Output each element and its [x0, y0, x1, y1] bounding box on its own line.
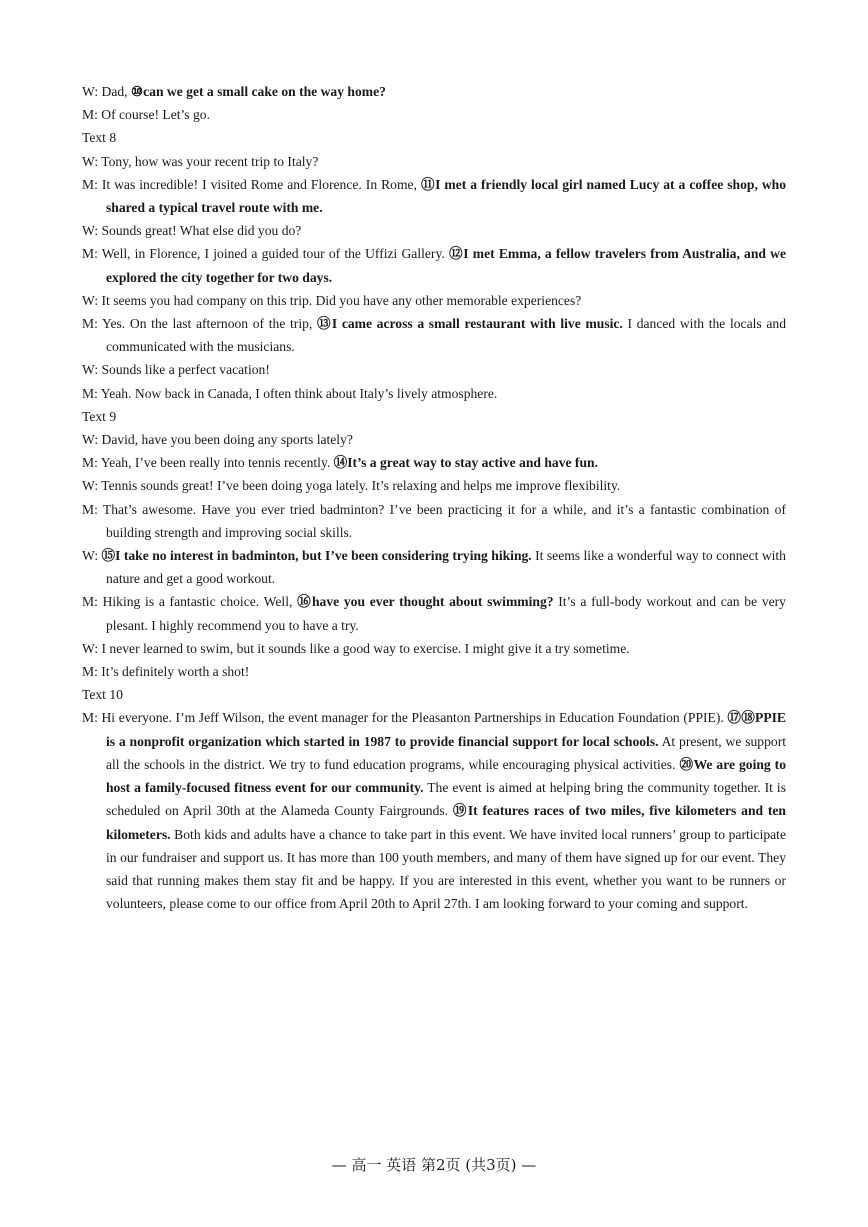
dialogue-line: [82, 382, 786, 405]
dialogue-line: [82, 242, 786, 288]
dialogue-text: M: Hiking is a fantastic choice. Well,: [82, 594, 298, 610]
dialogue-text: W: David, have you been doing any sports lately?: [82, 432, 353, 448]
dialogue-text: At present, we support all the schools in the district. We try to fund education programs, while encouraging physical activities.: [106, 733, 786, 772]
dialogue-line: [82, 312, 786, 358]
dialogue-text: W: Dad,: [82, 84, 131, 99]
key-sentence: ⑯have you ever thought about swimming?: [297, 594, 554, 610]
dialogue-line: [82, 590, 786, 636]
transcript-body: [82, 80, 786, 915]
dialogue-text: M: Hi everyone. I’m Jeff Wilson, the event manager for the Pleasanton Partnerships in Education Foundation (PPIE).: [82, 710, 728, 726]
dialogue-text: W: I never learned to swim, but it sounds like a good way to exercise. I might give it a try sometime.: [82, 640, 630, 656]
dialogue-text: Both kids and adults have a chance to take part in this event. We have invited local runners’ group to participate in our fundraiser and support us. It has more than 100 youth members, and many of them have signed up for our event. They said that running makes them stay fit and be happy. If you are interested in this event, whether you want to be runners or volunteers, please come to our office from April 20th to April 27th. I am looking forward to your coming and support.: [106, 826, 786, 912]
dialogue-line: [82, 660, 786, 683]
dialogue-text: It’s a full-body workout and can be very plesant. I highly recommend you to have a try.: [106, 594, 786, 633]
dialogue-text: It seems like a wonderful way to connect with nature and get a good workout.: [106, 548, 786, 587]
key-sentence: ⑮I take no interest in badminton, but I’ve been considering trying hiking.: [101, 548, 532, 564]
dialogue-text: M: That’s awesome. Have you ever tried badminton? I’ve been practicing it for a while, and it’s a fantastic combination of building strength and improving social skills.: [82, 501, 786, 540]
key-sentence: ⑲It features races of two miles, five kilometers and ten kilometers.: [106, 803, 786, 842]
dialogue-line: [82, 150, 786, 173]
dialogue-text: M: Yeah. Now back in Canada, I often think about Italy’s lively atmosphere.: [82, 385, 498, 401]
dialogue-line: [82, 706, 786, 915]
key-sentence: ⑳We are going to host a family-focused fitness event for our community.: [106, 756, 786, 796]
dialogue-line: [82, 219, 786, 242]
dialogue-text: W: Sounds like a perfect vacation!: [82, 362, 270, 378]
dialogue-line: [82, 544, 786, 590]
dialogue-text: W:: [82, 548, 102, 564]
key-sentence: ⑫I met Emma, a fellow travelers from Australia, and we explored the city together for two days.: [106, 246, 786, 285]
dialogue-text: M: Yes. On the last afternoon of the trip,: [82, 316, 317, 332]
key-sentence: ⑪I met a friendly local girl named Lucy at a coffee shop, who shared a typical travel route with me.: [106, 176, 786, 216]
dialogue-text: The event is aimed at helping bring the community together. It is scheduled on April 30th at the Alameda County Fairgrounds.: [106, 780, 786, 819]
dialogue-line: [82, 498, 786, 544]
dialogue-line: [82, 80, 786, 103]
dialogue-text: M: It’s definitely worth a shot!: [82, 664, 250, 680]
section-heading: [82, 405, 786, 428]
dialogue-line: [82, 289, 786, 312]
dialogue-line: [82, 173, 786, 219]
dialogue-text: W: It seems you had company on this trip. Did you have any other memorable experiences?: [82, 292, 582, 308]
dialogue-text: W: Tennis sounds great! I’ve been doing yoga lately. It’s relaxing and helps me improve flexibility.: [82, 478, 621, 494]
key-sentence: ⑭It’s a great way to stay active and have fun.: [333, 455, 598, 471]
dialogue-text: Text 10: [82, 687, 123, 703]
page-footer: — 高一 英语 第2页 (共3页) —: [331, 1156, 537, 1174]
key-sentence: ⑬I came across a small restaurant with live music.: [316, 316, 623, 332]
dialogue-line: [82, 474, 786, 497]
section-heading: [82, 683, 786, 706]
dialogue-text: W: Sounds great! What else did you do?: [82, 223, 302, 239]
section-heading: [82, 126, 786, 149]
dialogue-line: [82, 428, 786, 451]
dialogue-line: [82, 358, 786, 381]
dialogue-text: M: Yeah, I’ve been really into tennis recently.: [82, 455, 334, 471]
dialogue-text: W: Tony, how was your recent trip to Italy?: [82, 153, 319, 169]
dialogue-text: Text 8: [82, 130, 117, 146]
dialogue-text: I danced with the locals and communicated with the musicians.: [106, 316, 786, 355]
dialogue-text: M: It was incredible! I visited Rome and Florence. In Rome,: [82, 176, 421, 192]
dialogue-text: M: Of course! Let’s go.: [82, 107, 210, 123]
dialogue-line: [82, 637, 786, 660]
dialogue-text: Text 9: [82, 408, 117, 424]
key-sentence: ⑩can we get a small cake on the way home?: [130, 84, 386, 99]
dialogue-text: M: Well, in Florence, I joined a guided tour of the Uffizi Gallery.: [82, 246, 449, 262]
dialogue-line: [82, 451, 786, 474]
key-sentence: ⑰⑱PPIE is a nonprofit organization which started in 1987 to provide financial support for local schools.: [106, 710, 786, 749]
dialogue-line: [82, 103, 786, 126]
